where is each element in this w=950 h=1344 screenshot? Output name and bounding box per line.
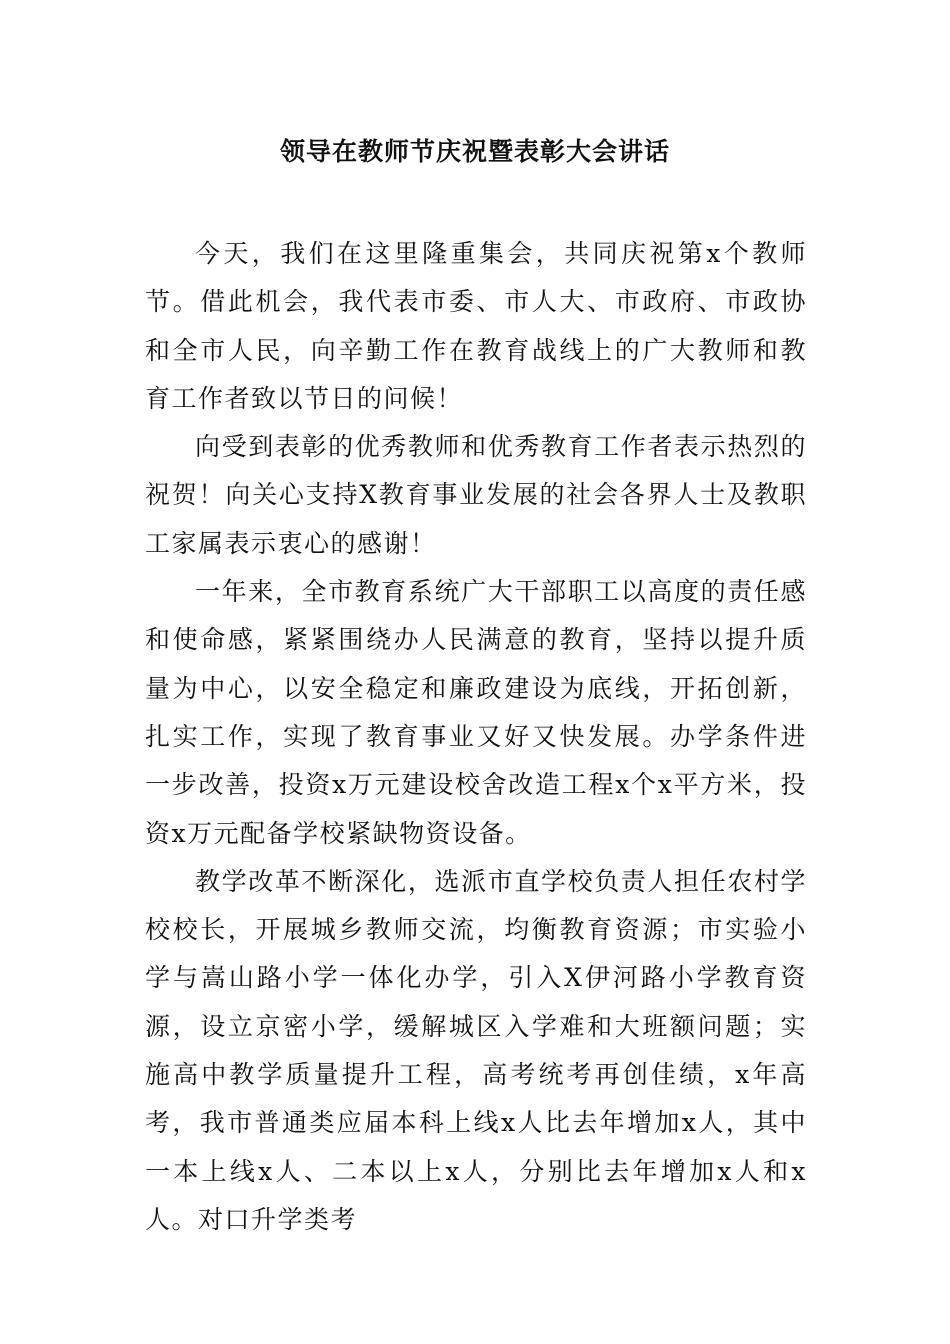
paragraph-achievements: 一年来，全市教育系统广大干部职工以高度的责任感和使命感，紧紧围绕办人民满意的教育，坚持以提升质量为中心，以安全稳定和廉政建设为底线，开拓创新，扎实工作，实现了教育事业又好又快发展。办学条件进一步改善，投资x万元建设校舍改造工程x个x平方米，投资x万元配备学校紧缺物资设备。: [145, 577, 807, 848]
document-body: [145, 230, 807, 1244]
document-title: 领导在教师节庆祝暨表彰大会讲话: [279, 137, 670, 166]
paragraph-congratulations: 向受到表彰的优秀教师和优秀教育工作者表示热烈的祝贺！向关心支持X教育事业发展的社会各界人士及教职工家属表示衷心的感谢！: [145, 432, 807, 558]
paragraph-teaching-reform: 教学改革不断深化，选派市直学校负责人担任农村学校校长，开展城乡教师交流，均衡教育资源；市实验小学与嵩山路小学一体化办学，引入X伊河路小学教育资源，设立京密小学，缓解城区入学难和大班额问题；实施高中教学质量提升工程，高考统考再创佳绩，x年高考，我市普通类应届本科上线x人比去年增加x人，其中一本上线x人、二本以上x人，分别比去年增加x人和x人。对口升学类考: [145, 866, 807, 1234]
paragraph-opening: 今天，我们在这里隆重集会，共同庆祝第x个教师节。借此机会，我代表市委、市人大、市政府、市政协和全市人民，向辛勤工作在教育战线上的广大教师和教育工作者致以节日的问候！: [145, 239, 807, 413]
